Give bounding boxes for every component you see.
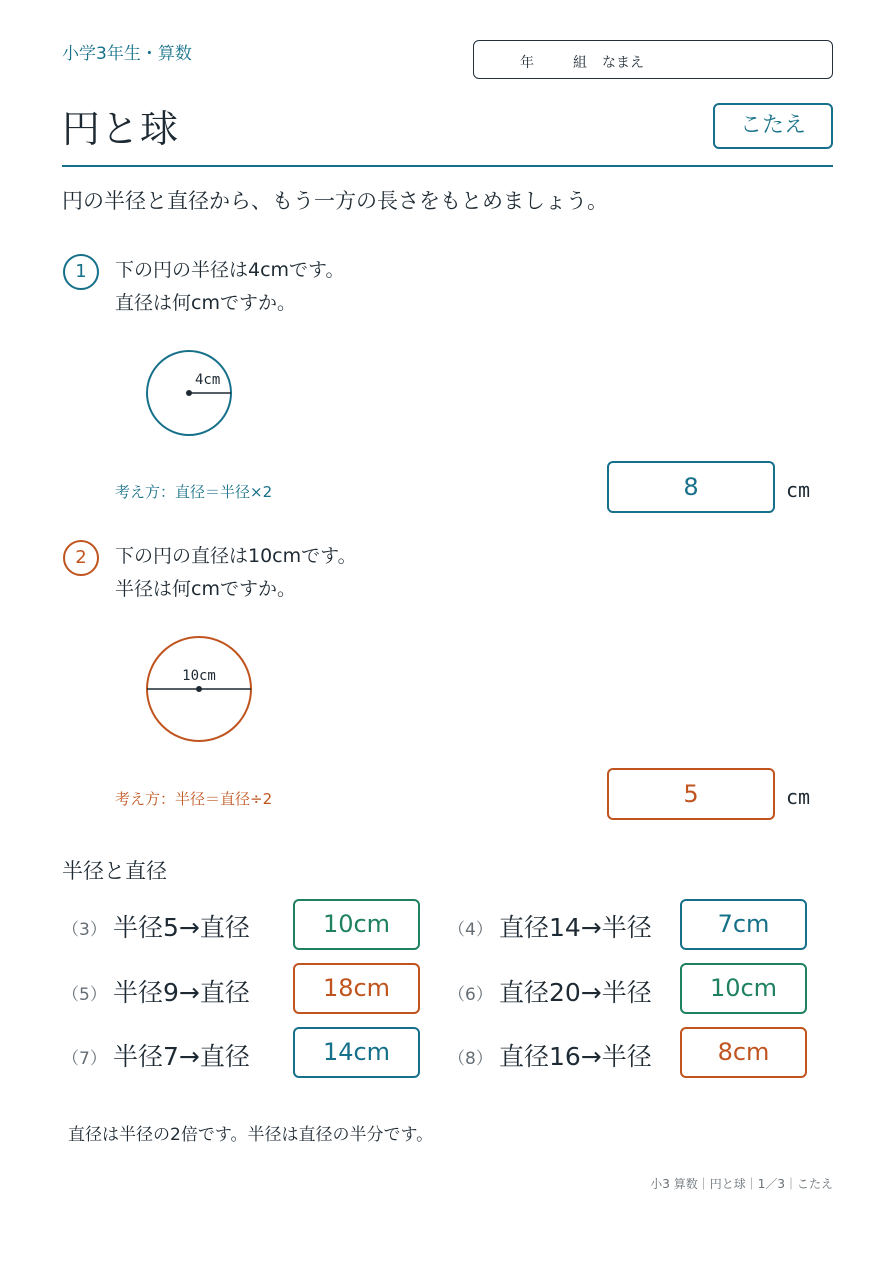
practice-answer-box[interactable]: 10cm — [680, 963, 807, 1014]
practice-answer-box[interactable]: 18cm — [293, 963, 420, 1014]
practice-expression: 直径14→半径 — [499, 913, 652, 942]
question-2-unit: cm — [786, 785, 811, 809]
radius-circle-diagram — [140, 345, 240, 441]
question-2-line2: 半径は何cmですか。 — [115, 578, 296, 600]
center-point — [196, 686, 202, 692]
practice-expression: 半径7→直径 — [113, 1042, 250, 1071]
name-box[interactable] — [473, 40, 833, 79]
question-2-text — [115, 540, 357, 606]
practice-answer-box[interactable]: 8cm — [680, 1027, 807, 1078]
question-2-hint: 考え方：半径＝直径÷2 — [115, 790, 273, 808]
practice-number: （8） — [448, 1049, 493, 1069]
instructions: 円の半径と直径から、もう一方の長さをもとめましょう。 — [62, 189, 608, 213]
practice-number: （3） — [62, 920, 107, 940]
page-title: 円と球 — [62, 107, 180, 151]
question-1-line1: 下の円の半径は4cmです。 — [115, 259, 345, 281]
practice-answer-box[interactable]: 14cm — [293, 1027, 420, 1078]
name-label: なまえ — [602, 55, 644, 71]
question-number-2: 2 — [63, 540, 99, 576]
practice-expression: 直径16→半径 — [499, 1042, 652, 1071]
practice-expression: 直径20→半径 — [499, 978, 652, 1007]
radius-label: 4cm — [195, 372, 221, 388]
practice-answer-box[interactable]: 10cm — [293, 899, 420, 950]
question-number-1: 1 — [63, 254, 99, 290]
title-divider — [62, 165, 833, 167]
question-1-answer-box[interactable]: 8 — [607, 461, 775, 513]
question-1-line2: 直径は何cmですか。 — [115, 292, 296, 314]
section-title: 半径と直径 — [62, 859, 167, 883]
practice-number: （7） — [62, 1049, 107, 1069]
question-1-hint: 考え方：直径＝半径×2 — [115, 483, 273, 501]
class-label: 組 — [573, 55, 587, 71]
practice-answer-box[interactable]: 7cm — [680, 899, 807, 950]
year-label: 年 — [520, 55, 534, 71]
practice-number: （4） — [448, 920, 493, 940]
practice-number: （5） — [62, 985, 107, 1005]
question-1-text — [115, 254, 345, 320]
diameter-circle-diagram — [140, 630, 260, 750]
footer-note: 直径は半径の2倍です。半径は直径の半分です。 — [68, 1125, 434, 1145]
practice-expression: 半径5→直径 — [113, 913, 250, 942]
grade-subject-label: 小学3年生・算数 — [62, 44, 192, 64]
answer-badge: こたえ — [713, 103, 833, 149]
practice-expression: 半径9→直径 — [113, 978, 250, 1007]
question-2-line1: 下の円の直径は10cmです。 — [115, 545, 357, 567]
question-1-unit: cm — [786, 478, 811, 502]
footer-reference: 小3 算数｜円と球｜1／3｜こたえ — [650, 1177, 833, 1191]
practice-number: （6） — [448, 985, 493, 1005]
question-2-answer-box[interactable]: 5 — [607, 768, 775, 820]
center-point — [186, 390, 192, 396]
diameter-label: 10cm — [182, 668, 216, 684]
